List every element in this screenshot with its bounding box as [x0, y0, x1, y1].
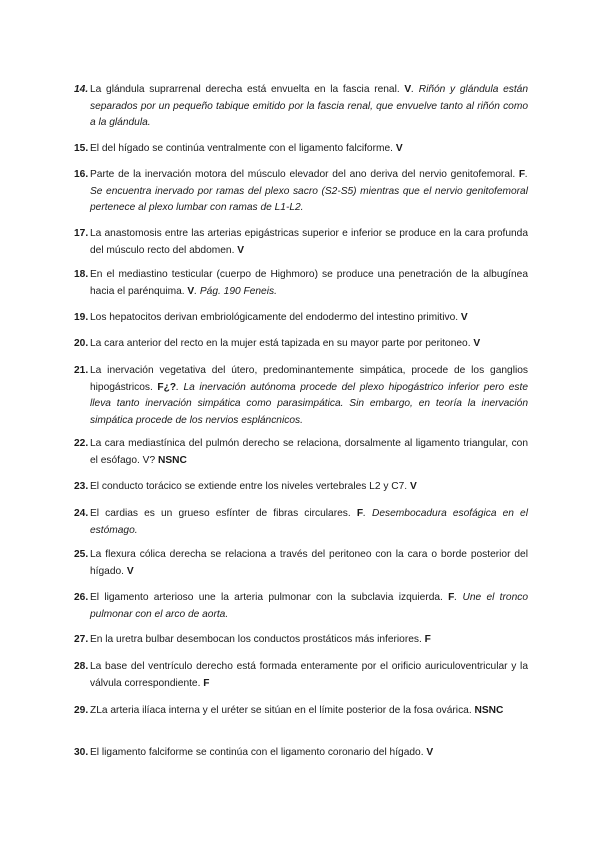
question-item [74, 363, 528, 429]
question-text: El cardias es un grueso esfínter de fibras circulares. [90, 508, 357, 519]
question-item [74, 590, 528, 623]
question-number: 30. [74, 747, 89, 758]
question-text: El ligamento falciforme se continúa con el ligamento coronario del hígado. [90, 747, 427, 758]
question-text: La glándula suprarrenal derecha está envuelta en la fascia renal. [90, 84, 405, 95]
question-text: El ligamento arterioso une la arteria pulmonar con la subclavia izquierda. [90, 592, 449, 603]
question-text: El del hígado se continúa ventralmente con el ligamento falciforme. [90, 143, 396, 154]
question-answer: V [126, 565, 134, 577]
question-answer: V [395, 143, 403, 154]
question-answer: F [448, 592, 455, 603]
question-answer: F [356, 508, 364, 519]
question-item [74, 310, 528, 327]
question-number: 19. [74, 312, 89, 323]
question-number: 25. [74, 549, 89, 560]
question-answer: V [187, 285, 195, 297]
question-answer: V [473, 338, 481, 349]
question-number: 26. [74, 592, 89, 603]
question-text: La inervación vegetativa del útero, predominantemente simpática, procede de los ganglios hipogástricos. [90, 365, 528, 393]
question-number: 16. [74, 169, 89, 180]
question-answer: F¿? [157, 381, 177, 393]
question-item [74, 506, 528, 539]
question-explanation: . La inervación autónoma procede del plexo hipogástrico inferior pero este lleva tanto inervación simpática como parasimpática. Sin embargo, en teoría la inervación simpática procede de los nervios espláncnicos. [90, 381, 529, 426]
question-text: El conducto torácico se extiende entre los niveles vertebrales L2 y C7. [90, 481, 410, 492]
question-text: Los hepatocitos derivan embriológicamente del endodermo del intestino primitivo. [90, 312, 461, 323]
question-number: 18. [74, 269, 89, 280]
question-number: 24. [74, 508, 89, 519]
question-number: 28. [74, 661, 89, 672]
question-item [74, 659, 528, 692]
question-number: 23. [74, 481, 89, 492]
question-answer: V [237, 244, 245, 256]
question-number: 27. [74, 634, 89, 645]
question-item [74, 547, 528, 580]
question-explanation: . Desembocadura esofágica en el estómago. [90, 508, 528, 536]
question-number: 14. [74, 84, 89, 95]
question-text: En la uretra bulbar desembocan los conductos prostáticos más inferiores. [90, 634, 425, 645]
question-answer: NSNC [157, 454, 187, 466]
question-text: La flexura cólica derecha se relaciona a través del peritoneo con la cara o borde posterior del hígado. [90, 549, 528, 577]
question-item [74, 82, 528, 132]
question-text: La cara anterior del recto en la mujer está tapizada en su mayor parte por peritoneo. [90, 338, 474, 349]
question-answer: F [424, 634, 431, 645]
question-number: 29. [74, 705, 89, 716]
question-answer: F [518, 169, 526, 180]
question-item [74, 167, 528, 217]
question-number: 20. [74, 338, 89, 349]
question-text: La anastomosis entre las arterias epigástricas superior e inferior se produce en la cara profunda del músculo recto del abdomen. [90, 228, 528, 256]
question-explanation: . Pág. 190 Feneis. [194, 285, 277, 297]
question-text: ZLa arteria ilíaca interna y el uréter se sitúan en el límite posterior de la fosa ovárica. [90, 705, 475, 716]
question-item [74, 703, 528, 720]
question-item [74, 226, 528, 259]
question-item [74, 745, 528, 762]
question-explanation: . Riñón y glándula están separados por un pequeño tabique emitido por la fascia renal, que envuelve tanto al riñón como a la glándula. [90, 84, 528, 128]
question-answer: V [409, 481, 417, 492]
question-text: En el mediastino testicular (cuerpo de Highmoro) se produce una penetración de la albugínea hacia el parénquima. [90, 269, 528, 297]
question-number: 15. [74, 143, 89, 154]
question-answer: V [404, 84, 412, 95]
question-item [74, 632, 528, 649]
question-explanation: . Se encuentra inervado por ramas del plexo sacro (S2-S5) mientras que el nervio genitofemoral pertenece al plexo lumbar con ramas de L1-L2. [90, 169, 528, 213]
question-number: 17. [74, 228, 89, 239]
question-item [74, 336, 528, 353]
question-item [74, 267, 528, 300]
question-answer: V [460, 312, 468, 323]
question-answer: F [203, 677, 210, 689]
question-explanation: . Une el tronco pulmonar con el arco de aorta. [90, 592, 528, 620]
question-item [74, 479, 528, 496]
question-answer: V [426, 747, 434, 758]
question-item [74, 141, 528, 158]
question-text: La cara mediastínica del pulmón derecho se relaciona, dorsalmente al ligamento triangular, con el esófago. V? [90, 438, 528, 466]
question-answer: NSNC [474, 705, 504, 716]
question-text: La base del ventrículo derecho está formada enteramente por el orificio auriculoventricular y la válvula correspondiente. [90, 661, 528, 689]
question-text: Parte de la inervación motora del músculo elevador del ano deriva del nervio genitofemoral. [90, 169, 519, 180]
question-number: 21. [74, 365, 89, 376]
question-number: 22. [74, 438, 89, 449]
question-item [74, 436, 528, 469]
